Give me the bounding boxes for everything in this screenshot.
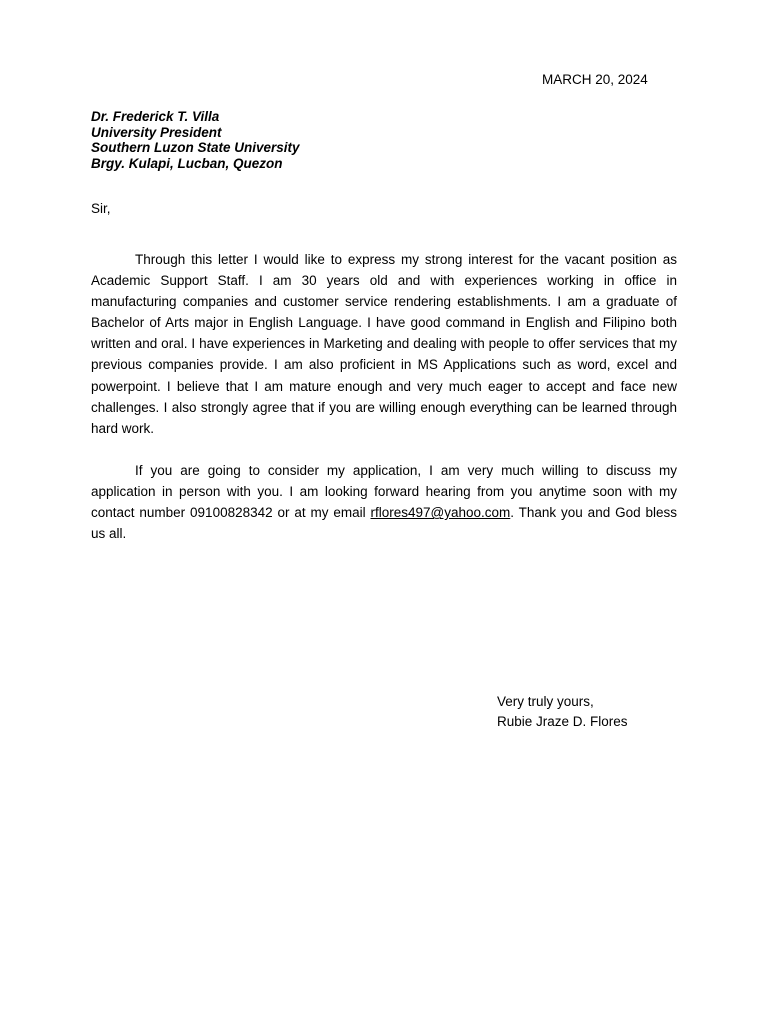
letter-date: MARCH 20, 2024 bbox=[542, 72, 648, 87]
paragraph-2-text: If you are going to consider my application, I am very much willing to discuss my application in person with you. I am looking forward hearing from you anytime soon with my contact number 09100828342 or at my email bbox=[91, 463, 677, 521]
addressee-name: Dr. Frederick T. Villa bbox=[91, 109, 220, 124]
closing-block bbox=[497, 692, 628, 732]
signature-name: Rubie Jraze D. Flores bbox=[497, 714, 628, 729]
salutation: Sir, bbox=[91, 201, 111, 216]
email-link[interactable]: rflores497@yahoo.com bbox=[370, 505, 511, 521]
addressee-institution: Southern Luzon State University bbox=[91, 140, 300, 155]
body-paragraph-1: Through this letter I would like to express my strong interest for the vacant position as Academic Support Staff. I am 30 years old and with experiences working in office in manufacturing companies and customer service rendering establishments. I am a graduate of Bachelor of Arts major in English Language. I have good command in English and Filipino both written and oral. I have experiences in Marketing and dealing with people to offer services that my previous companies provide. I am also proficient in MS Applications such as word, excel and powerpoint. I believe that I am mature enough and very much eager to accept and face new challenges. I also strongly agree that if you are willing enough everything can be learned through hard work. bbox=[91, 252, 677, 436]
addressee-address: Brgy. Kulapi, Lucban, Quezon bbox=[91, 155, 283, 171]
paragraph-2-ending: . Thank you and God bless us all. bbox=[91, 505, 677, 542]
addressee-block bbox=[91, 109, 300, 171]
body-paragraph-2 bbox=[91, 460, 677, 544]
closing-phrase: Very truly yours, bbox=[497, 694, 594, 709]
addressee-title: University President bbox=[91, 124, 222, 140]
